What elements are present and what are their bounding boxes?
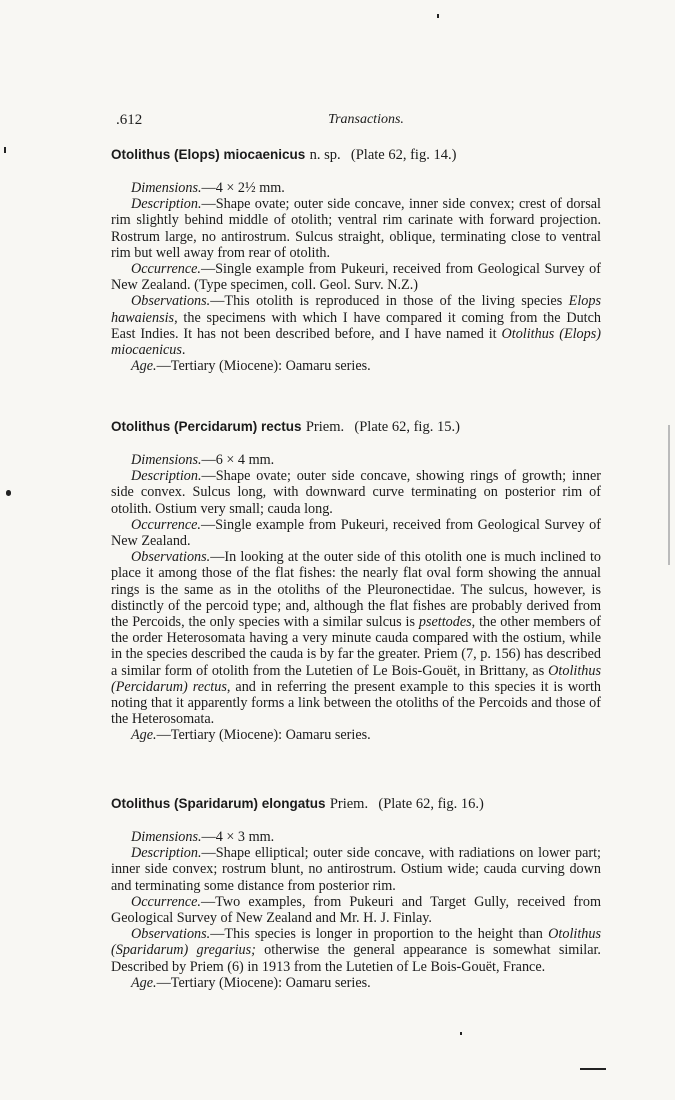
- observations-text: .: [181, 342, 186, 359]
- occurrence-label: Occurrence.: [131, 261, 201, 278]
- page-header: [116, 112, 616, 132]
- observations-text: —This otolith is reproduced in those of the living species: [210, 293, 569, 310]
- dimensions-paragraph: [111, 829, 601, 845]
- observations-label: Observations.: [131, 549, 211, 566]
- plate-reference: (Plate 62, fig. 15.): [354, 419, 460, 435]
- scan-speck: [580, 1068, 606, 1070]
- occurrence-text: —Two examples, from Pukeuri and Target Gully, received from Geological Survey of New Zealand and Mr. H. J. Finlay.: [111, 893, 601, 927]
- age-paragraph: [111, 727, 601, 743]
- age-text: —Tertiary (Miocene): Oamaru series.: [156, 974, 371, 991]
- species-heading: [111, 418, 601, 436]
- description-text: —Shape ovate; outer side concave, showing rings of growth; inner side convex. Sulcus long, with downward curve terminating on posterior rim of otolith. Ostium very small; cauda long.: [111, 468, 601, 517]
- scan-speck: [437, 14, 439, 18]
- occurrence-label: Occurrence.: [131, 516, 201, 533]
- observations-italic: Otolithus (Percidarum) rectus: [111, 662, 601, 695]
- species-authority: Priem.: [305, 419, 345, 435]
- observations-paragraph: [111, 549, 601, 727]
- dimensions-label: Dimensions.: [131, 180, 202, 196]
- age-label: Age.: [131, 358, 157, 375]
- observations-text: , and in referring the present example to this species it is worth noting that it apparently forms a link between the otoliths of the Percoids and those of the Heterosomata.: [111, 678, 601, 728]
- species-authority: Priem.: [329, 796, 369, 812]
- observations-text: —This species is longer in proportion to the height than: [210, 926, 549, 943]
- description-text: —Shape ovate; outer side concave, inner side convex; crest of dorsal rim slightly behind middle of otolith; ventral rim carinate with forward projection. Rostrum large, no antirostrum. Sulcus straight, oblique, terminating close to ventral rim but well away from rear of otolith.: [111, 196, 601, 261]
- age-paragraph: [111, 358, 601, 374]
- observations-label: Observations.: [131, 926, 211, 943]
- dimensions-value: —6 × 4 mm.: [201, 452, 275, 468]
- description-paragraph: [111, 845, 601, 894]
- age-paragraph: [111, 975, 601, 991]
- dimensions-value: —4 × 2½ mm.: [201, 180, 285, 196]
- scan-speck: [4, 147, 6, 153]
- species-entry: [111, 146, 601, 374]
- dimensions-label: Dimensions.: [131, 829, 202, 845]
- age-text: —Tertiary (Miocene): Oamaru series.: [156, 358, 371, 375]
- scan-speck: [668, 425, 670, 565]
- observations-text: otherwise the general appearance is somewhat similar. Described by Priem (6) in 1913 from the Lutetien of Le Bois-Gouët, France.: [111, 942, 601, 975]
- description-paragraph: [111, 196, 601, 261]
- observations-italic: Otolithus (Elops) miocaenicus: [111, 325, 601, 359]
- observations-italic: Otolithus (Sparidarum) gregarius;: [111, 926, 601, 959]
- page-number: .612: [116, 112, 143, 128]
- dimensions-paragraph: [111, 452, 601, 468]
- occurrence-paragraph: [111, 261, 601, 293]
- species-heading: [111, 795, 601, 813]
- age-text: —Tertiary (Miocene): Oamaru series.: [156, 727, 371, 744]
- observations-paragraph: [111, 293, 601, 358]
- observations-label: Observations.: [131, 293, 211, 310]
- plate-reference: (Plate 62, fig. 14.): [350, 147, 457, 163]
- occurrence-text: —Single example from Pukeuri, received from Geological Survey of New Zealand. (Type specimen, coll. Geol. Surv. N.Z.): [111, 261, 601, 294]
- description-label: Description.: [131, 468, 202, 485]
- occurrence-paragraph: [111, 894, 601, 926]
- dimensions-value: —4 × 3 mm.: [201, 829, 275, 845]
- description-label: Description.: [131, 845, 202, 862]
- species-entry: [111, 795, 601, 991]
- plate-reference: (Plate 62, fig. 16.): [378, 796, 484, 812]
- dimensions-label: Dimensions.: [131, 452, 202, 468]
- age-label: Age.: [131, 727, 157, 744]
- occurrence-paragraph: [111, 517, 601, 549]
- observations-text: , the other members of the order Heterosomata having a very minute cauda compared with the ostium, while in the species described the cauda is by far the greater. Priem (7, p. 156) has described a similar form of otolith from the Lutetien of Le Bois-Gouët, in Brittany, as: [111, 614, 601, 679]
- species-name: Otolithus (Percidarum) rectus: [111, 419, 302, 434]
- species-name: Otolithus (Elops) miocaenicus: [111, 147, 306, 162]
- description-text: —Shape elliptical; outer side concave, with radiations on lower part; inner side convex; rostrum blunt, no antirostrum. Ostium wide; cauda curving down and terminating some distance from posterior rim.: [111, 845, 601, 894]
- observations-text: —In looking at the outer side of this otolith one is much inclined to place it among those of the flat fishes: the nearly flat oval form showing the annual rings is the same as in the otoliths of the Pleuronectidae. The sulcus, however, is distinctly of the percoid type; and, although the flat fishes are probably derived from the Percoids, the only species with a similar sulcus is: [111, 549, 601, 631]
- scan-speck: [6, 490, 11, 496]
- observations-text: , the specimens with which I have compared it coming from the Dutch East Indies. It has not been described before, and I have named it: [111, 309, 601, 342]
- occurrence-label: Occurrence.: [131, 893, 201, 910]
- occurrence-text: —Single example from Pukeuri, received from Geological Survey of New Zealand.: [111, 516, 601, 550]
- species-heading: [111, 146, 601, 164]
- species-authority: n. sp.: [309, 147, 341, 163]
- running-title: Transactions.: [328, 112, 404, 127]
- observations-italic: psettodes: [418, 614, 472, 631]
- species-name: Otolithus (Sparidarum) elongatus: [111, 796, 326, 811]
- age-label: Age.: [131, 974, 157, 991]
- description-label: Description.: [131, 196, 202, 213]
- species-entry: [111, 418, 601, 744]
- dimensions-paragraph: [111, 180, 601, 196]
- observations-italic: Elops hawaiensis: [111, 293, 601, 326]
- observations-paragraph: [111, 926, 601, 975]
- description-paragraph: [111, 468, 601, 517]
- scan-speck: [460, 1032, 462, 1035]
